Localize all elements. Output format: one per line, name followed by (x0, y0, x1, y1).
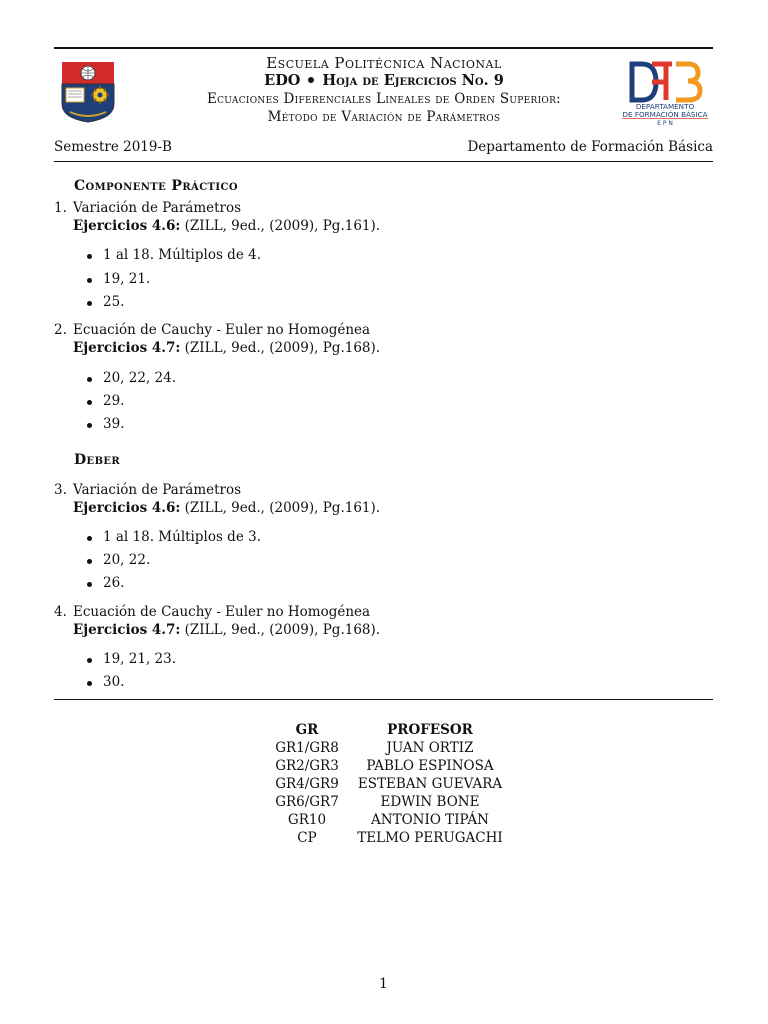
table-row (264, 794, 504, 812)
bullet-dot (87, 658, 92, 663)
separator-bullet (308, 77, 314, 83)
sheet-title (134, 72, 634, 90)
table-cell-professor: ANTONIO TIPÁN (371, 812, 489, 828)
reference-label: Ejercicios 4.6: (73, 218, 181, 234)
dfb-logo-line2: DE FORMACIÓN BÁSICA (622, 110, 708, 119)
table-cell-group: GR2/GR3 (275, 758, 339, 774)
epn-logo (60, 60, 116, 124)
item-reference (73, 622, 380, 638)
reference-text: (ZILL, 9ed., (2009), Pg.168). (184, 340, 381, 356)
item-reference (73, 500, 380, 516)
item-number: 3. (54, 482, 67, 498)
semester: Semestre 2019-B (54, 139, 172, 155)
bullet-dot (87, 377, 92, 382)
institution-name: Escuela Politécnica Nacional (266, 54, 502, 72)
reference-text: (ZILL, 9ed., (2009), Pg.168). (184, 622, 381, 638)
table-row (264, 812, 504, 830)
item-title: Variación de Parámetros (73, 482, 242, 498)
topic-line-2: Método de Variación de Parámetros (267, 109, 501, 125)
item-number: 4. (54, 604, 67, 620)
bullet-dot (87, 301, 92, 306)
bullet-dot (87, 559, 92, 564)
item-title: Ecuación de Cauchy - Euler no Homogénea (73, 604, 371, 620)
bullet-dot (87, 423, 92, 428)
topic-line-1: Ecuaciones Diferenciales Lineales de Orden Superior: (206, 91, 562, 107)
table-row (264, 740, 504, 758)
bullet-dot (87, 536, 92, 541)
table-header-profesor: PROFESOR (387, 722, 473, 738)
reference-text: (ZILL, 9ed., (2009), Pg.161). (184, 218, 381, 234)
dfb-logo-line1: DEPARTAMENTO (635, 102, 695, 111)
top-rule (54, 47, 713, 49)
table-cell-group: CP (297, 830, 317, 846)
bullet-dot (87, 278, 92, 283)
reference-text: (ZILL, 9ed., (2009), Pg.161). (184, 500, 381, 516)
bullet-dot (87, 582, 92, 587)
department: Departamento de Formación Básica (467, 139, 713, 155)
item-reference (73, 218, 380, 234)
table-cell-professor: ESTEBAN GUEVARA (357, 776, 503, 792)
sheet-number: Hoja de Ejercicios No. 9 (322, 72, 504, 89)
table-cell-professor: TELMO PERUGACHI (357, 830, 503, 846)
bullet-dot (87, 681, 92, 686)
table-cell-professor: JUAN ORTIZ (386, 740, 474, 756)
header-bottom-rule (54, 161, 713, 162)
item-reference (73, 340, 380, 356)
table-header-row (264, 722, 504, 740)
reference-label: Ejercicios 4.6: (73, 500, 181, 516)
document-page: Escuela Politécnica Nacional EDO Hoja de Ejercicios No. 9 Ecuaciones Diferenciales Lineales de Orden Superior: Método de Variación de Parámetros DEPARTAMENTO DE FORMACIÓN BÁSICA E P N Semestre 2019-B Departamento de Formación Básica Componente Práctico 1. Variación de Parámetros Ejercicios 4.6: (ZILL, 9ed., (2009), Pg.161). 1 al 18. Múltiplos de 4. 19, 21. 25. 2. Ecuación de Cauchy - Euler no Homogénea Ejercicios 4.7: (ZILL, 9ed., (2009), Pg.168). 20, 22, 24. 29. 39. Deber 3. Variación de Parámetros Ejercicios 4.6: (ZILL, 9ed., (2009), Pg.161). 1 al 18. Múltiplos de 3. 20, 22. 26. 4. Ecuación de Cauchy - Euler no Homogénea Ejercicios 4.7: (ZILL, 9ed., (2009), Pg.168). 19, 21, 23. 30. GR PROFESOR GR1/GR8 JUAN ORTIZ GR2/GR3 PABLO ESPINOSA GR4/GR9 ESTEBAN GUEVARA GR6/GR7 EDWIN BONE GR10 ANTONIO TIPÁN CP TELMO PERUGACHI 1 (54, 0, 713, 1024)
page-number: 1 (379, 976, 388, 992)
item-title: Ecuación de Cauchy - Euler no Homogénea (73, 322, 371, 338)
table-cell-group: GR6/GR7 (275, 794, 339, 810)
table-cell-professor: EDWIN BONE (380, 794, 480, 810)
bullet-dot (87, 254, 92, 259)
item-number: 1. (54, 200, 67, 216)
dfb-logo (618, 58, 712, 126)
bullet-dot (87, 400, 92, 405)
table-header-gr: GR (295, 722, 319, 738)
dfb-logo-line3: E P N (657, 120, 673, 126)
table-row (264, 758, 504, 776)
table-row (264, 830, 504, 848)
table-cell-professor: PABLO ESPINOSA (366, 758, 494, 774)
course-code: EDO (264, 72, 301, 89)
section-title-practico: Componente Práctico (74, 178, 238, 194)
header-titles (134, 54, 634, 126)
table-row (264, 776, 504, 794)
table-cell-group: GR4/GR9 (275, 776, 339, 792)
item-number: 2. (54, 322, 67, 338)
section-title-deber: Deber (74, 452, 121, 468)
table-cell-group: GR10 (287, 812, 327, 828)
item-title: Variación de Parámetros (73, 200, 242, 216)
professor-table (264, 722, 504, 848)
reference-label: Ejercicios 4.7: (73, 622, 181, 638)
content-bottom-rule (54, 699, 713, 700)
table-cell-group: GR1/GR8 (275, 740, 339, 756)
reference-label: Ejercicios 4.7: (73, 340, 181, 356)
